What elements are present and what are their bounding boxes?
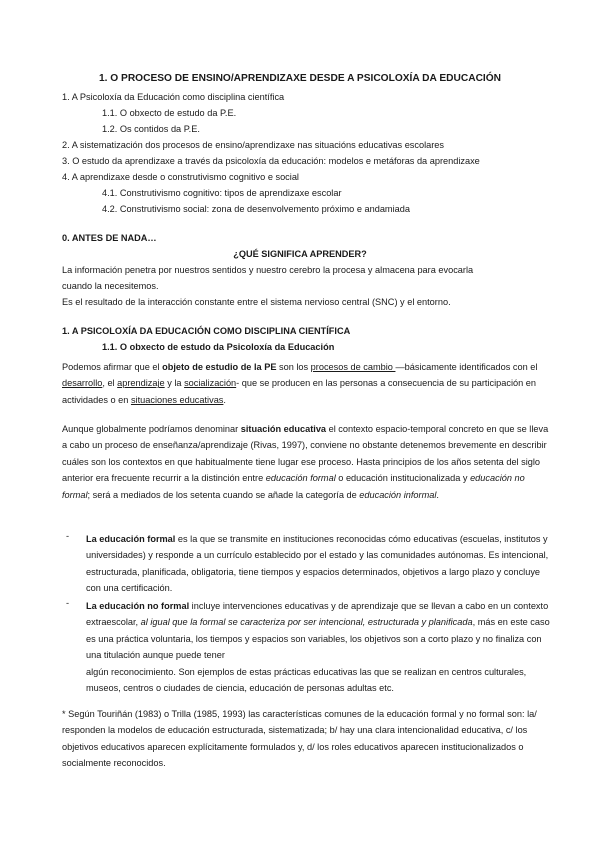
- bullet-dash: -: [66, 598, 70, 608]
- body-line: La información penetra por nuestros sentidos y nuestro cerebro la procesa y almacena para evocarla: [62, 265, 474, 275]
- section-heading: 0. ANTES DE NADA…: [62, 233, 157, 243]
- toc-item: 1.1. O obxecto de estudo da P.E.: [102, 108, 237, 118]
- body-line: cuando la necesitemos.: [62, 281, 159, 291]
- toc-item: 4. A aprendizaxe desde o construtivismo cognitivo e social: [62, 172, 299, 182]
- toc-item: 2. A sistematización dos procesos de ensino/aprendizaxe nas situacións educativas escolares: [62, 140, 445, 150]
- document-title: 1. O PROCESO DE ENSINO/APRENDIZAXE DESDE A PSICOLOXÍA DA EDUCACIÓN: [98, 73, 502, 84]
- section-subheading: 1.1. O obxecto de estudo da Psicoloxía da Educación: [102, 342, 335, 352]
- section-heading: 1. A PSICOLOXÍA DA EDUCACIÓN COMO DISCIPLINA CIENTÍFICA: [62, 326, 351, 336]
- footnote: * Según Touriñán (1983) o Trilla (1985, 1993) las características comunes de la educación formal y no formal son: la/ responden la modelos de educación estructurada, sistematizada; b/ hay una clara intencionalidad educativa, c/ los objetivos educativos aparecen explícitamente formulados y, d/ los roles educativos aparecen institucionalizados o socialmente reconocidos.: [62, 709, 537, 769]
- bullet-text: La educación formal es la que se transmite en instituciones reconocidas cómo educativas (escuelas, institutos y universidades) y responde a un currículo establecido por el estado y las comunidades autónomas. Es intencional, estructurada, planificada, obligatoria, tiene tiempos y espacios determinados, objetivos a largo plazo y concluye con una certificación.: [86, 534, 549, 594]
- toc-item: 3. O estudo da aprendizaxe a través da psicoloxía da educación: modelos e metáforas da aprendizaxe: [62, 156, 480, 166]
- section-subheading: ¿QUÉ SIGNIFICA APRENDER?: [233, 249, 367, 259]
- bullet-text: La educación no formal incluye intervenciones educativas y de aprendizaje que se llevan a cabo en un contexto extraescolar, al igual que la formal se caracteriza por ser intencional, estructurada y planificada, más en este caso es una práctica voluntaria, los tiempos y espacios son variables, los objetivos son a corto plazo y no finaliza con una titulación aunque puede tener algún reconocimiento. Son ejemplos de estas prácticas educativas las que se realizan en centros culturales, museos, centros o ciudades de ciencia, educación de personas adultas etc.: [86, 601, 550, 694]
- toc-item: 1. A Psicoloxía da Educación como disciplina científica: [62, 92, 285, 102]
- toc-item: 4.2. Construtivismo social: zona de desenvolvemento próximo e andamiada: [102, 204, 410, 214]
- bullet-dash: -: [66, 531, 70, 541]
- paragraph-educational-situation: Aunque globalmente podríamos denominar situación educativa el contexto espacio-temporal concreto en que se lleva a cabo un proceso de enseñanza/aprendizaje (Rivas, 1997), conviene no obstante detenemos brevemente en describir cuáles son los contextos en que habitualmente tiene lugar ese proceso. Hasta principios de los años setenta del siglo anterior era frecuente recurrir a la distinción entre educación formal o educación institucionalizada y educación no formal; será a mediados de los setenta cuando se añade la categoría de educación informal.: [62, 424, 549, 500]
- body-line: Es el resultado de la interacción constante entre el sistema nervioso central (SNC) y el entorno.: [62, 297, 451, 307]
- toc-item: 4.1. Construtivismo cognitivo: tipos de aprendizaxe escolar: [102, 188, 342, 198]
- toc-item: 1.2. Os contidos da P.E.: [102, 124, 200, 134]
- paragraph-object-of-study: Podemos afirmar que el objeto de estudio de la PE son los procesos de cambio —básicamente identificados con el desarrollo, el aprendizaje y la socialización- que se producen en las personas a consecuencia de su participación en actividades o en situaciones educativas.: [62, 362, 538, 405]
